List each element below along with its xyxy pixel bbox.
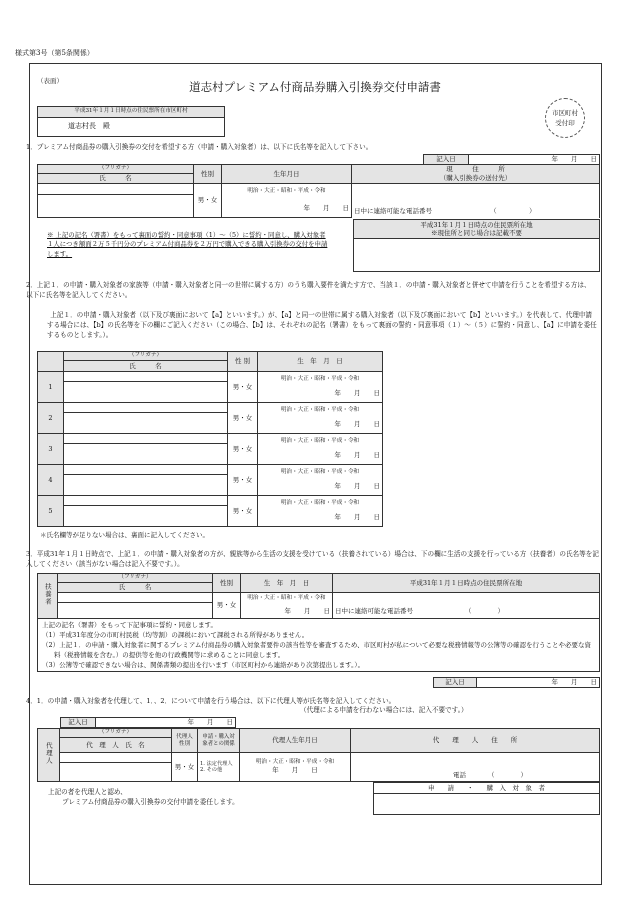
- s4-address-field[interactable]: [351, 753, 600, 782]
- section1-table: [37, 164, 600, 218]
- s2-era-options: 明治・大正・昭和・平成・令和: [280, 438, 360, 445]
- s2-era-options: 明治・大正・昭和・平成・令和: [280, 376, 360, 383]
- s2-row-number: 3: [38, 434, 64, 465]
- s2-furigana-field[interactable]: [64, 465, 228, 475]
- s4-applicant-field[interactable]: [374, 794, 600, 815]
- s3-furigana-header: （フリガナ）: [58, 574, 213, 583]
- s4-relation-option-2[interactable]: 2. その他: [200, 767, 223, 773]
- s2-sex-header: 性 別: [228, 352, 258, 372]
- section4-table: [37, 728, 600, 782]
- s3-sex-field[interactable]: 男・女: [213, 593, 241, 619]
- s2-ymd: 年 月 日: [334, 388, 380, 397]
- s2-furigana-header: （フリガナ）: [64, 352, 228, 361]
- section2-table: [37, 351, 383, 527]
- s3-consent-2: （2）上記１．の申請・購入対象者に関するプレミアム付商品券の購入対象者要件の該当性等を審査するため、市区町村が私について必要な税務情報等の公簿等の確認を行うことや必要な資料（税務情報を含む。）の提供等を他の行政機関等に求めることに同意します。: [42, 641, 592, 660]
- s3-resident-header: 平成31年１月１日時点の住民票所在地: [333, 574, 600, 593]
- s4-name-header: 代 理 人 氏 名: [60, 738, 172, 753]
- s1-phone-field[interactable]: （ ）: [490, 207, 536, 216]
- s1-address-header: 現 住 所: [446, 165, 505, 174]
- addressee-table: [37, 106, 225, 137]
- s4-entry-date-label: 記入日: [61, 718, 96, 728]
- s3-name-header: 氏 名: [58, 583, 213, 593]
- s4-era-options: 明治・大正・昭和・平成・令和: [255, 758, 335, 765]
- s2-dob-field[interactable]: [258, 403, 383, 434]
- s1-furigana-header: （フリガナ）: [38, 165, 194, 174]
- section4-heading: 4．1．の申請・購入対象者を代理して、1．、2．について申請を行う場合は、以下に代理人等が氏名等を記入してください。: [26, 697, 396, 705]
- s2-ymd: 年 月 日: [334, 481, 380, 490]
- s3-consent-intro: 上記の記名（署書）をもって下記事項に誓約・同意します。: [42, 621, 217, 629]
- s1-resident-subheader: ※現住所と同じ場合は記載不要: [431, 229, 522, 237]
- s2-sex-field[interactable]: 男・女: [228, 496, 258, 527]
- s2-footnote: ＊氏名欄等が足りない場合は、裏面に記入してください。: [40, 531, 209, 539]
- s4-dob-header: 代理人生年月日: [240, 729, 351, 753]
- addressee-header: 平成31年１月１日時点の住民票所在市区町村: [38, 107, 225, 118]
- s4-applicant-table: [373, 782, 600, 815]
- section1-heading: 1．プレミアム付商品券の購入引換券の交付を希望する方（申請・購入対象者）は、以下に氏名等を記入して下さい。: [26, 143, 373, 151]
- s4-relation-header: 申請・購入対象者との関係: [198, 729, 240, 753]
- s2-dob-field[interactable]: [258, 496, 383, 527]
- s1-era-options: 明治・大正・昭和・平成・令和: [247, 187, 326, 194]
- s2-furigana-field[interactable]: [64, 403, 228, 413]
- s2-sex-field[interactable]: 男・女: [228, 434, 258, 465]
- s2-name-field[interactable]: [64, 506, 228, 527]
- section2-paragraph: 上記１．の申請・購入対象者（以下及び裏面において【a】といいます。）が、【a】と同一の世帯に属する購入対象者（以下及び裏面において【b】といいます。）を代表して、代理申請する場合には、【b】の氏名等を下の欄にご記入ください（この場合、【b】は、それぞれの記名（署書）をもって裏面の誓約・同意事項（１）～（５）に誓約・同意し、【a】に申請を委任するものとします。）。: [47, 311, 597, 340]
- s1-note: ※ 上記の記名（署書）をもって裏面の誓約・同意事項（1）～（5）に誓約・同意し、購入対象者１人につき額面２万５千円分のプレミアム付商品券を２万円で購入できる購入引換券の交付を申請します。: [47, 231, 328, 258]
- s4-relation-option-1[interactable]: 1. 法定代理人: [200, 760, 233, 767]
- s1-sex-field[interactable]: 男・女: [194, 184, 222, 218]
- s3-dob-header: 生 年 月 日: [241, 574, 333, 593]
- s2-furigana-field[interactable]: [64, 496, 228, 506]
- s3-era-options: 明治・大正・昭和・平成・令和: [247, 595, 326, 602]
- s4-address-header: 代 理 人 住 所: [351, 729, 600, 753]
- s2-furigana-field[interactable]: [64, 372, 228, 382]
- reception-stamp: [545, 98, 585, 138]
- s4-entry-date: [60, 717, 236, 728]
- face-label: （表面）: [37, 77, 63, 85]
- s2-era-options: 明治・大正・昭和・平成・令和: [280, 500, 360, 507]
- s3-phone-field[interactable]: （ ）: [465, 607, 504, 616]
- s4-delegation: [48, 787, 239, 807]
- s3-furigana-field[interactable]: [58, 593, 213, 603]
- s2-name-field[interactable]: [64, 444, 228, 465]
- s4-entry-date-field[interactable]: 年 月 日: [96, 718, 236, 728]
- s1-sex-header: 性別: [194, 165, 222, 184]
- s4-delegation-line1: 上記の者を代理人と認め、: [48, 788, 127, 796]
- s2-sex-field[interactable]: 男・女: [228, 403, 258, 434]
- addressee-field[interactable]: 道志村長 殿: [38, 118, 225, 137]
- s4-furigana-field[interactable]: [60, 753, 172, 763]
- s4-sex-header: 代理人性別: [172, 729, 198, 753]
- s1-resident-header: 平成31年１月１日時点の住民票所在地: [420, 220, 533, 229]
- s1-resident-table: [353, 219, 600, 272]
- s2-row-number: 2: [38, 403, 64, 434]
- s2-furigana-field[interactable]: [64, 434, 228, 444]
- s2-ymd: 年 月 日: [334, 512, 380, 521]
- stamp-line2: 受付印: [555, 119, 575, 127]
- s2-name-field[interactable]: [64, 413, 228, 434]
- s1-name-header: 氏 名: [38, 174, 194, 184]
- page-title: 道志村プレミアム付商品券購入引換券交付申請書: [189, 80, 441, 94]
- s3-resident-field[interactable]: [333, 593, 600, 619]
- s4-furigana-header: （フリガナ）: [60, 729, 172, 738]
- s2-era-options: 明治・大正・昭和・平成・令和: [280, 469, 360, 476]
- entry-date-field[interactable]: 年 月 日: [469, 155, 600, 165]
- s2-row-number: 1: [38, 372, 64, 403]
- s4-phone-field[interactable]: （ ）: [488, 770, 527, 779]
- s1-address-subheader: （購入引換券の送付先）: [439, 174, 512, 182]
- s2-name-header: 氏 名: [64, 361, 228, 372]
- entry-date-label: 記入日: [424, 155, 469, 165]
- section3-table: [37, 573, 600, 672]
- s1-resident-field[interactable]: [354, 239, 600, 272]
- s1-furigana-field[interactable]: [38, 184, 194, 195]
- s4-sex-field[interactable]: 男・女: [172, 753, 198, 782]
- s2-era-options: 明治・大正・昭和・平成・令和: [280, 407, 360, 414]
- s4-ymd: 年 月 日: [272, 766, 318, 775]
- section3-heading: 3．平成31年１月１日時点で、上記１．の申請・購入対象者の方が、親族等から生活の支援を受けている（扶養されている）場合は、下の欄に生活の支援を行っている方（扶養者）の氏名等を記入してください（該当がない場合は記入不要です。）。: [26, 550, 599, 568]
- s3-sex-header: 性別: [213, 574, 241, 593]
- s3-consent-1: （1）平成31年度分の市町村民税（均等割）の課税において課税される所得がありません。: [42, 631, 309, 640]
- section4-subheading: （代理による申請を行わない場合には、記入不要です。）: [300, 706, 468, 714]
- s4-delegation-line2: プレミアム付商品券の購入引換券の交付申請を委任します。: [62, 798, 239, 807]
- s3-name-field[interactable]: [58, 603, 213, 619]
- s2-sex-field[interactable]: 男・女: [228, 465, 258, 496]
- s4-name-field[interactable]: [60, 763, 172, 782]
- section2-heading: 2．上記１．の申請・購入対象者の家族等（申請・購入対象者と同一の世帯に属する方）のうち購入要件を満たす方で、当該１．の申請・購入対象者と併せて申請を行うことを希望する方は、以下に氏名等を記入してください。: [26, 281, 591, 299]
- s2-dob-field[interactable]: [258, 372, 383, 403]
- s3-dob-field[interactable]: [241, 593, 333, 619]
- s3-entry-date-field[interactable]: 年 月 日: [477, 678, 600, 688]
- s1-name-field[interactable]: [38, 195, 194, 218]
- s4-side-label: 代理人: [44, 742, 53, 765]
- s1-dob-header: 生年月日: [222, 165, 352, 184]
- s2-sex-field[interactable]: 男・女: [228, 372, 258, 403]
- s1-address-field[interactable]: [352, 184, 600, 218]
- s1-dob-field[interactable]: [222, 184, 352, 218]
- s3-side-label: 扶養者: [43, 583, 52, 606]
- s3-entry-date: [433, 677, 600, 688]
- s2-dob-field[interactable]: [258, 465, 383, 496]
- s4-applicant-header: 申 請 ・ 購 入 対 象 者: [374, 783, 600, 794]
- s2-dob-field[interactable]: [258, 434, 383, 465]
- s3-consent-3: （3）公簿等で確認できない場合は、関係書類の提出を行います（市区町村から連絡があり次第提出します。）。: [42, 661, 365, 670]
- s3-consent-box: [38, 619, 600, 672]
- s2-dob-header: 生 年 月 日: [258, 352, 383, 372]
- s1-phone-label: 日中に連絡可能な電話番号: [354, 207, 432, 216]
- s1-ymd: 年 月 日: [303, 204, 349, 213]
- form-number: 様式第3号（第5条関係）: [15, 49, 94, 57]
- s2-row-number: 5: [38, 496, 64, 527]
- s2-ymd: 年 月 日: [334, 450, 380, 459]
- s2-name-field[interactable]: [64, 475, 228, 496]
- s4-phone-label: 電話: [453, 770, 466, 779]
- s2-ymd: 年 月 日: [334, 419, 380, 428]
- s4-relation-field[interactable]: [198, 753, 240, 782]
- s2-name-field[interactable]: [64, 382, 228, 403]
- s2-row-number: 4: [38, 465, 64, 496]
- stamp-line1: 市区町村: [552, 109, 578, 117]
- s3-phone-label: 日中に連絡可能な電話番号: [335, 607, 413, 616]
- s3-entry-date-label: 記入日: [434, 678, 477, 688]
- s4-dob-field[interactable]: [240, 753, 351, 782]
- s3-ymd: 年 月 日: [284, 606, 330, 615]
